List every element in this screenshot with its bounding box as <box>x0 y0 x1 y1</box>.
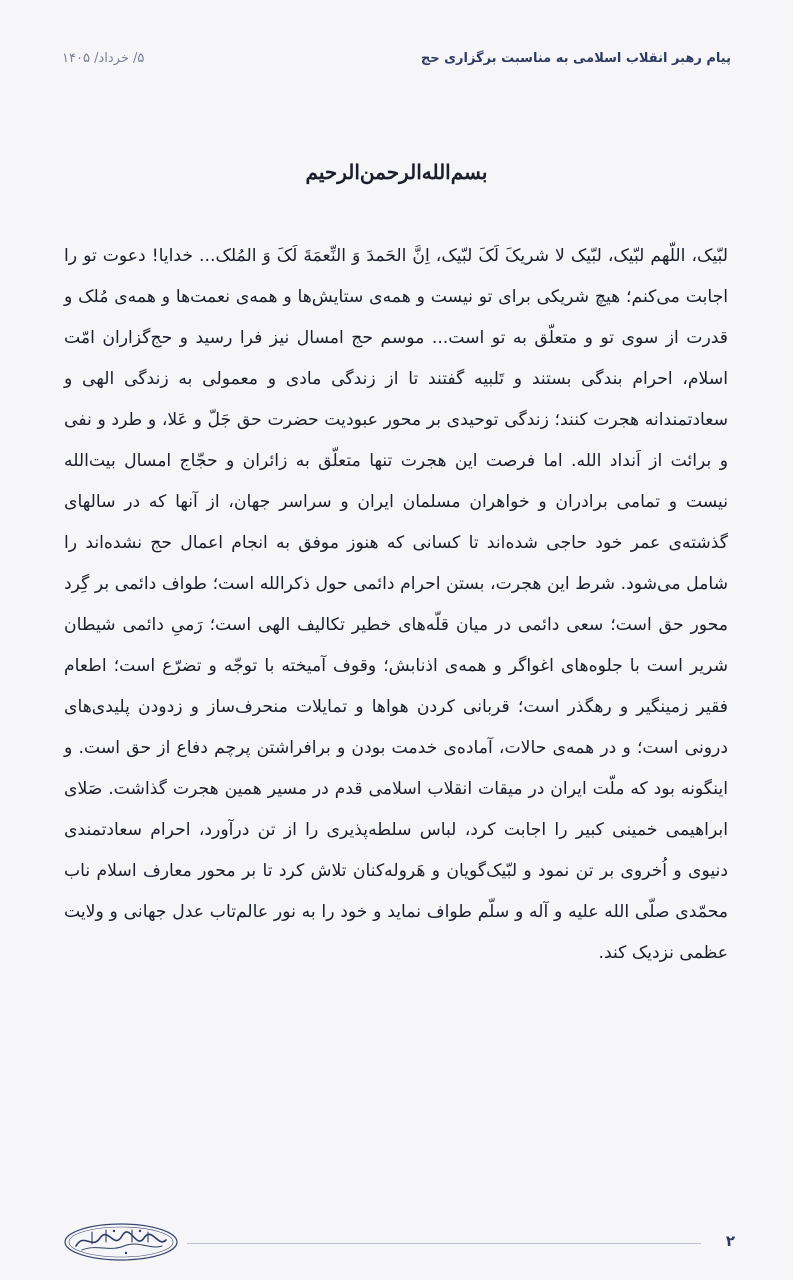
footer-divider <box>187 1243 701 1244</box>
signature-seal-icon <box>62 1220 180 1264</box>
page-number: ۲ <box>725 1232 735 1250</box>
message-body: لبّیک، اللّهم لبّیک، لبّیک لا شریکَ لَکَ لبّیک، اِنَّ الحَمدَ وَ النِّعمَةَ لَکَ وَ المُلک... خدایا! دعوت تو را اجابت می‌کنم؛ هیچ شریکی برای تو نیست و همه‌ی ستایش‌ها و همه‌ی نعمت‌ها و همه‌ی مُلک و قدرت از سوی تو و متعلّق به تو است... موسم حج امسال نیز فرا رسید و حج‌گزاران امّت اسلام، احرام بندگی بستند و تَلبیه گفتند تا از زندگی مادی و معمولی به زندگی الهی و سعادتمندانه هجرت کنند؛ زندگی توحیدی بر محور عبودیت حضرت حق جَلّ و عَلا، و طرد و نفی و برائت از اَنداد الله. اما فرصت این هجرت تنها متعلّق به زائران و حجّاج امسال بیت‌الله نیست و تمامی برادران و خواهران مسلمان ایران و سراسر جهان، از آنها که در سالهای گذشته‌ی عمر خود حاجی شده‌اند تا کسانی که هنوز موفق به انجام اعمال حج نشده‌اند را شامل می‌شود. شرط این هجرت، بستن احرام دائمی حول ذکرالله است؛ طواف دائمی بر گِرد محور حق است؛ سعی دائمی در میان قلّه‌های خطیر تکالیف الهی است؛ رَمیِ دائمی شیطان شریر است با جلوه‌های اغواگر و همه‌ی اذنابش؛ وقوف آمیخته با توجّه و تضرّع است؛ اطعام فقیر زمینگیر و رهگذر است؛ قربانی کردن هواها و تمایلات منحرف‌ساز و زدودن پلیدی‌های درونی است؛ و در همه‌ی حالات، آماده‌ی خدمت بودن و برافراشتن پرچم دفاع از حق است. و اینگونه بود که ملّت ایران در میقات انقلاب اسلامی قدم در مسیر همین هجرت گذاشت. صَلای ابراهیمی خمینی کبیر را اجابت کرد، لباس سلطه‌پذیری را از تن درآورد، احرام سعادتمندی دنیوی و اُخروی بر تن نمود و لبّیک‌گویان و هَروله‌کنان تلاش کرد تا بر محور معارف اسلام ناب محمّدی صلّی الله علیه و آله و سلّم طواف نماید و خود را به نور عالم‌تاب عدل جهانی و ولایت عظمی نزدیک کند. <box>64 246 728 963</box>
header-title: پیام رهبر انقلاب اسلامی به مناسبت برگزاری حج <box>420 50 731 66</box>
basmala-heading: بسم‌الله‌الرحمن‌الرحیم <box>305 160 488 184</box>
header-date: ۵/ خرداد/ ۱۴۰۵ <box>62 50 145 66</box>
page-footer <box>62 1218 735 1276</box>
page-header <box>62 44 731 72</box>
